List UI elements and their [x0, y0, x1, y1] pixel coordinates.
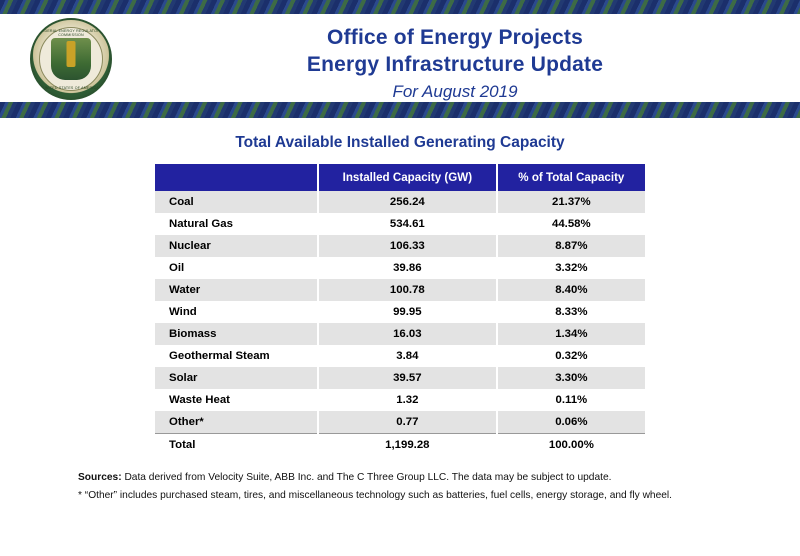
sources-note	[78, 470, 722, 485]
page-title-report: Energy Infrastructure Update	[306, 53, 604, 76]
row-capacity: 3.84	[318, 345, 497, 367]
row-label	[155, 411, 318, 434]
capacity-table	[155, 164, 645, 456]
table-header-row	[155, 164, 645, 191]
table-row	[155, 301, 645, 323]
table-row	[155, 411, 645, 434]
header-top-rule	[0, 0, 800, 14]
page-title-period: For August 2019	[392, 82, 518, 101]
row-label-text: Other	[169, 416, 200, 428]
other-footnote: * “Other” includes purchased steam, tires, and miscellaneous technology such as batteries, fuel cells, energy storage, and fly wheel.	[78, 490, 673, 501]
header-title-block	[130, 24, 780, 104]
ferc-seal-icon	[30, 18, 112, 100]
table-row	[155, 389, 645, 411]
row-capacity: 256.24	[318, 191, 497, 213]
row-percent: 0.11%	[497, 389, 645, 411]
row-label: Biomass	[155, 323, 318, 345]
page-title-office: Office of Energy Projects	[327, 26, 583, 49]
seal-text-top: FEDERAL ENERGY REGULATORY COMMISSION	[39, 29, 103, 37]
row-capacity: 99.95	[318, 301, 497, 323]
row-percent: 3.32%	[497, 257, 645, 279]
section-title: Total Available Installed Generating Capacity	[235, 134, 565, 151]
row-label: Nuclear	[155, 235, 318, 257]
table-row	[155, 213, 645, 235]
seal-torch	[67, 41, 76, 67]
row-label: Solar	[155, 367, 318, 389]
row-percent: 21.37%	[497, 191, 645, 213]
seal-text-bottom: UNITED STATES OF AMERICA	[43, 86, 99, 90]
row-label: Geothermal Steam	[155, 345, 318, 367]
row-capacity: 106.33	[318, 235, 497, 257]
row-label: Total	[155, 434, 318, 457]
table-body	[155, 191, 645, 456]
sources-label: Sources:	[78, 472, 122, 483]
row-label: Coal	[155, 191, 318, 213]
row-percent: 0.32%	[497, 345, 645, 367]
row-percent: 100.00%	[497, 434, 645, 457]
document-body	[0, 118, 800, 503]
table-row	[155, 345, 645, 367]
header-bottom-rule	[0, 102, 800, 118]
row-capacity: 100.78	[318, 279, 497, 301]
document-header	[0, 0, 800, 118]
row-capacity: 1,199.28	[318, 434, 497, 457]
row-label: Natural Gas	[155, 213, 318, 235]
row-capacity: 39.86	[318, 257, 497, 279]
row-label: Waste Heat	[155, 389, 318, 411]
column-header-fuel	[155, 164, 318, 191]
table-row	[155, 323, 645, 345]
row-percent: 0.06%	[497, 411, 645, 434]
row-percent: 3.30%	[497, 367, 645, 389]
row-label: Oil	[155, 257, 318, 279]
row-percent: 8.40%	[497, 279, 645, 301]
footnote-marker: *	[199, 416, 204, 428]
row-capacity: 534.61	[318, 213, 497, 235]
column-header-installed-capacity: Installed Capacity (GW)	[318, 164, 497, 191]
table-header	[155, 164, 645, 191]
table-row	[155, 191, 645, 213]
row-capacity: 39.57	[318, 367, 497, 389]
row-capacity: 16.03	[318, 323, 497, 345]
row-percent: 8.87%	[497, 235, 645, 257]
row-capacity: 1.32	[318, 389, 497, 411]
table-row	[155, 235, 645, 257]
row-capacity: 0.77	[318, 411, 497, 434]
table-row	[155, 367, 645, 389]
row-percent: 1.34%	[497, 323, 645, 345]
table-row	[155, 279, 645, 301]
sources-text: Data derived from Velocity Suite, ABB Inc. and The C Three Group LLC. The data may be subject to update.	[124, 472, 612, 483]
header-content	[0, 14, 800, 102]
row-label: Wind	[155, 301, 318, 323]
column-header-percent-total: % of Total Capacity	[497, 164, 645, 191]
row-percent: 44.58%	[497, 213, 645, 235]
footnotes	[0, 470, 800, 503]
row-percent: 8.33%	[497, 301, 645, 323]
row-label: Water	[155, 279, 318, 301]
table-row-total	[155, 434, 645, 457]
table-row	[155, 257, 645, 279]
